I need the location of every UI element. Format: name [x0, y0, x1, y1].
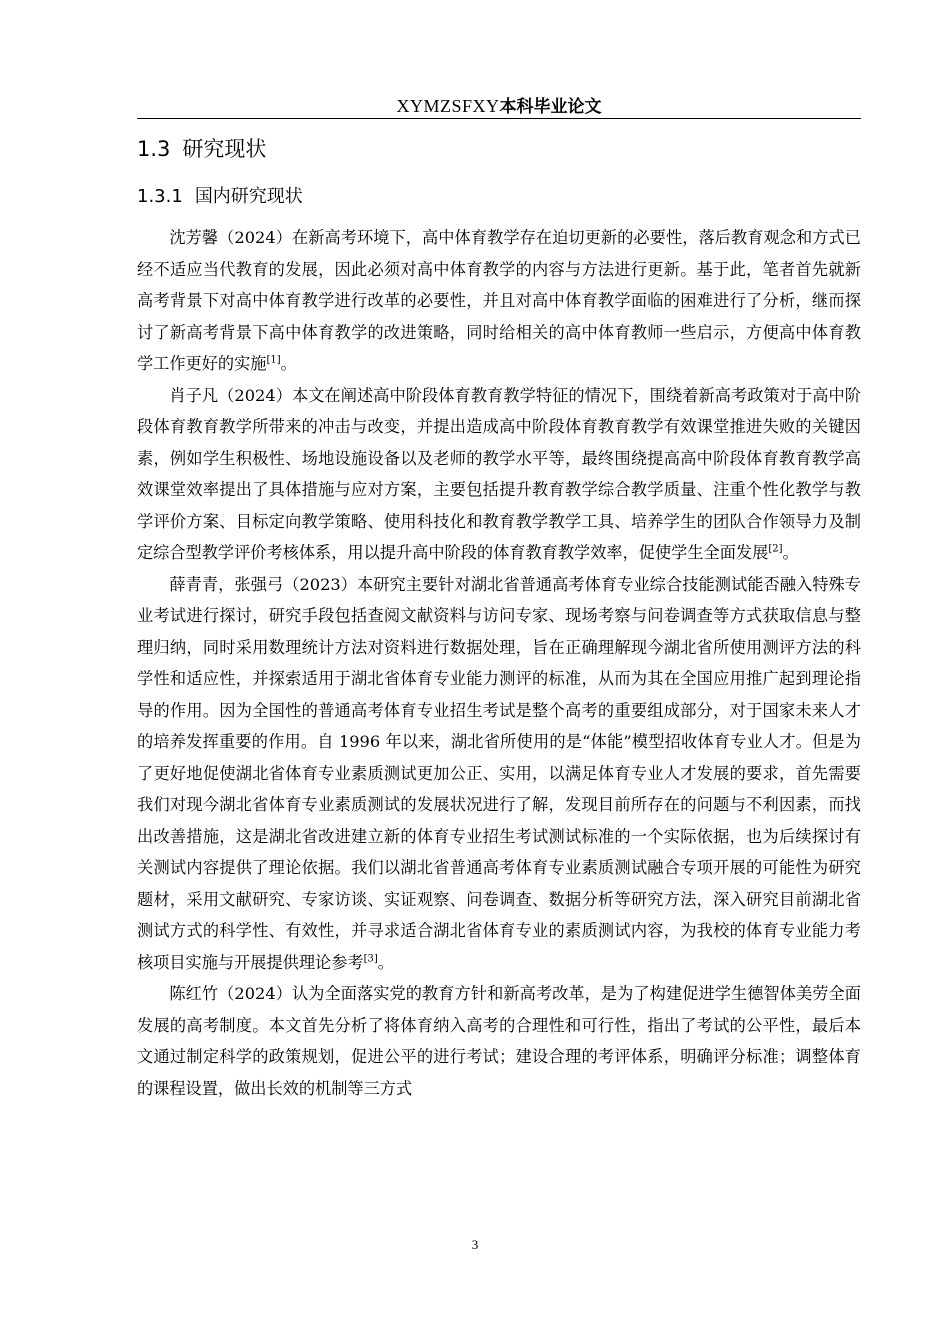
paragraph-text: 肖子凡（2024）本文在阐述高中阶段体育教育教学特征的情况下，围绕着新高考政策对于高中阶段体育教育教学所带来的冲击与改变，并提出造成高中阶段体育教育教学有效课堂推进失败的关键因素，例如学生积极性、场地设施设备以及老师的教学水平等，最终围绕提高高中阶段体育教育教学高效课堂效率提出了具体措施与应对方案，主要包括提升教育教学综合教学质量、注重个性化教学与教学评价方案、目标定向教学策略、使用科技化和教育教学教学工具、培养学生的团队合作领导力及制定综合型教学评价考核体系，用以提升高中阶段的体育教育教学效率，促使学生全面发展 [137, 385, 861, 562]
paragraph-2 [137, 380, 861, 569]
citation-ref-2: [2] [768, 543, 783, 555]
body-text [137, 222, 861, 1104]
paragraph-1 [137, 222, 861, 380]
paragraph-3 [137, 569, 861, 979]
paragraph-4 [137, 978, 861, 1104]
subsection-number: 1.3.1 [137, 186, 183, 207]
subsection-heading [137, 182, 303, 212]
paragraph-text: 薛青青，张强弓（2023）本研究主要针对湖北省普通高考体育专业综合技能测试能否融入特殊专业考试进行探讨，研究手段包括查阅文献资料与访问专家、现场考察与问卷调查等方式获取信息与整理归纳，同时采用数理统计方法对资料进行数据处理，旨在正确理解现今湖北省所使用测评方法的科学性和适应性，并探索适用于湖北省体育专业能力测评的标准，从而为其在全国应用推广起到理论指导的作用。因为全国性的普通高考体育专业招生考试是整个高考的重要组成部分，对于国家未来人才的培养发挥重要的作用。自 1996 年以来，湖北省所使用的是“体能”模型招收体育专业人才。但是为了更好地促使湖北省体育专业素质测试更加公正、实用，以满足体育专业人才发展的要求，首先需要我们对现今湖北省体育专业素质测试的发展状况进行了解，发现目前所存在的问题与不利因素，而找出改善措施，这是湖北省改进建立新的体育专业招生考试测试标准的一个实际依据，也为后续探讨有关测试内容提供了理论依据。我们以湖北省普通高考体育专业素质测试融合专项开展的可能性为研究题材，采用文献研究、专家访谈、实证观察、问卷调查、数据分析等研究方法，深入研究目前湖北省测试方式的科学性、有效性，并寻求适合湖北省体育专业的素质测试内容，为我校的体育专业能力考核项目实施与开展提供理论参考 [137, 574, 861, 972]
paragraph-end: 。 [782, 543, 799, 562]
section-title: 研究现状 [182, 137, 267, 161]
subsection-title: 国内研究现状 [194, 186, 303, 207]
citation-ref-3: [3] [363, 953, 378, 965]
paragraph-end: 。 [280, 354, 297, 373]
page-header [137, 94, 861, 119]
header-thesis-label: 本科毕业论文 [499, 97, 602, 117]
header-latin-text: XYMZSFXY [396, 96, 500, 116]
section-number: 1.3 [137, 137, 171, 161]
paragraph-text: 陈红竹（2024）认为全面落实党的教育方针和新高考改革，是为了构建促进学生德智体美劳全面发展的高考制度。本文首先分析了将体育纳入高考的合理性和可行性，指出了考试的公平性，最后本文通过制定科学的政策规划，促进公平的进行考试；建设合理的考评体系，明确评分标准；调整体育的课程设置，做出长效的机制等三方式 [137, 984, 861, 1098]
section-heading [137, 134, 266, 164]
page-number: 3 [471, 1237, 479, 1252]
citation-ref-1: [1] [266, 354, 281, 366]
paragraph-end: 。 [377, 952, 394, 972]
paragraph-text: 沈芳馨（2024）在新高考环境下，高中体育教学存在迫切更新的必要性，落后教育观念和方式已经不适应当代教育的发展，因此必须对高中体育教学的内容与方法进行更新。基于此，笔者首先就新高考背景下对高中体育教学进行改革的必要性，并且对高中体育教学面临的困难进行了分析，继而探讨了新高考背景下高中体育教学的改进策略，同时给相关的高中体育教师一些启示，方便高中体育教学工作更好的实施 [137, 228, 861, 373]
